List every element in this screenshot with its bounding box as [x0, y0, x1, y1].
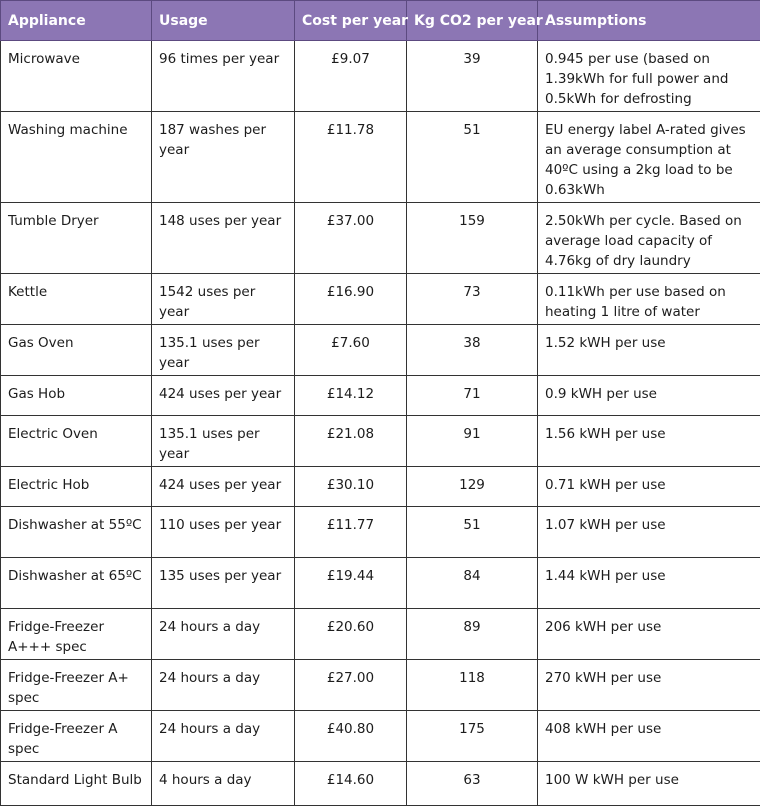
appliance-cell: Gas Hob [1, 376, 152, 416]
cost-cell: £9.07 [295, 41, 407, 112]
cost-cell: £40.80 [295, 711, 407, 762]
co2-cell: 71 [407, 376, 538, 416]
appliance-cell: Microwave [1, 41, 152, 112]
appliance-cell: Tumble Dryer [1, 203, 152, 274]
usage-cell: 24 hours a day [152, 609, 295, 660]
cost-cell: £19.44 [295, 558, 407, 609]
header-appliance: Appliance [1, 1, 152, 41]
appliance-cell: Fridge-Freezer A+++ spec [1, 609, 152, 660]
appliance-cell: Washing machine [1, 112, 152, 203]
co2-cell: 63 [407, 762, 538, 806]
table-row [1, 203, 760, 274]
assumptions-cell: 1.56 kWH per use [538, 416, 760, 467]
co2-cell: 159 [407, 203, 538, 274]
usage-cell: 4 hours a day [152, 762, 295, 806]
cost-cell: £30.10 [295, 467, 407, 507]
co2-cell: 175 [407, 711, 538, 762]
header-cost-per-year: Cost per year [295, 1, 407, 41]
appliance-cell: Standard Light Bulb [1, 762, 152, 806]
assumptions-cell: 0.71 kWH per use [538, 467, 760, 507]
header-assumptions: Assumptions [538, 1, 760, 41]
assumptions-cell: EU energy label A-rated gives an average consumption at 40ºC using a 2kg load to be 0.63kWh [538, 112, 760, 203]
cost-cell: £7.60 [295, 325, 407, 376]
cost-cell: £27.00 [295, 660, 407, 711]
assumptions-cell: 408 kWH per use [538, 711, 760, 762]
appliance-cell: Fridge-Freezer A+ spec [1, 660, 152, 711]
assumptions-cell: 0.9 kWH per use [538, 376, 760, 416]
assumptions-cell: 270 kWH per use [538, 660, 760, 711]
appliance-cell: Dishwasher at 65ºC [1, 558, 152, 609]
co2-cell: 51 [407, 112, 538, 203]
table-row [1, 558, 760, 609]
co2-cell: 51 [407, 507, 538, 558]
assumptions-cell: 2.50kWh per cycle. Based on average load capacity of 4.76kg of dry laundry [538, 203, 760, 274]
co2-cell: 73 [407, 274, 538, 325]
co2-cell: 129 [407, 467, 538, 507]
usage-cell: 1542 uses per year [152, 274, 295, 325]
table-row [1, 660, 760, 711]
appliance-cell: Fridge-Freezer A spec [1, 711, 152, 762]
table-row [1, 609, 760, 660]
assumptions-cell: 0.945 per use (based on 1.39kWh for full power and 0.5kWh for defrosting [538, 41, 760, 112]
cost-cell: £16.90 [295, 274, 407, 325]
cost-cell: £11.77 [295, 507, 407, 558]
table-row [1, 41, 760, 112]
table-row [1, 274, 760, 325]
table-row [1, 112, 760, 203]
table-header [1, 1, 760, 41]
co2-cell: 89 [407, 609, 538, 660]
co2-cell: 39 [407, 41, 538, 112]
usage-cell: 110 uses per year [152, 507, 295, 558]
usage-cell: 424 uses per year [152, 467, 295, 507]
assumptions-cell: 100 W kWH per use [538, 762, 760, 806]
usage-cell: 135.1 uses per year [152, 416, 295, 467]
cost-cell: £11.78 [295, 112, 407, 203]
assumptions-cell: 1.44 kWH per use [538, 558, 760, 609]
assumptions-cell: 0.11kWh per use based on heating 1 litre of water [538, 274, 760, 325]
appliance-cell: Gas Oven [1, 325, 152, 376]
usage-cell: 148 uses per year [152, 203, 295, 274]
usage-cell: 424 uses per year [152, 376, 295, 416]
usage-cell: 135 uses per year [152, 558, 295, 609]
header-row [1, 1, 760, 41]
cost-cell: £14.12 [295, 376, 407, 416]
usage-cell: 96 times per year [152, 41, 295, 112]
usage-cell: 24 hours a day [152, 711, 295, 762]
table-row [1, 325, 760, 376]
assumptions-cell: 206 kWH per use [538, 609, 760, 660]
table-row [1, 711, 760, 762]
appliance-cell: Kettle [1, 274, 152, 325]
appliance-cell: Electric Hob [1, 467, 152, 507]
appliance-cell: Dishwasher at 55ºC [1, 507, 152, 558]
cost-cell: £37.00 [295, 203, 407, 274]
table-row [1, 467, 760, 507]
header-usage: Usage [152, 1, 295, 41]
co2-cell: 38 [407, 325, 538, 376]
table-row [1, 762, 760, 806]
table-body [1, 41, 760, 806]
table-row [1, 507, 760, 558]
usage-cell: 135.1 uses per year [152, 325, 295, 376]
usage-cell: 187 washes per year [152, 112, 295, 203]
table-row [1, 416, 760, 467]
appliance-cell: Electric Oven [1, 416, 152, 467]
assumptions-cell: 1.52 kWH per use [538, 325, 760, 376]
co2-cell: 118 [407, 660, 538, 711]
co2-cell: 84 [407, 558, 538, 609]
co2-cell: 91 [407, 416, 538, 467]
table-row [1, 376, 760, 416]
cost-cell: £20.60 [295, 609, 407, 660]
header-kg-co2-per-year: Kg CO2 per year [407, 1, 538, 41]
usage-cell: 24 hours a day [152, 660, 295, 711]
assumptions-cell: 1.07 kWH per use [538, 507, 760, 558]
cost-cell: £21.08 [295, 416, 407, 467]
cost-cell: £14.60 [295, 762, 407, 806]
